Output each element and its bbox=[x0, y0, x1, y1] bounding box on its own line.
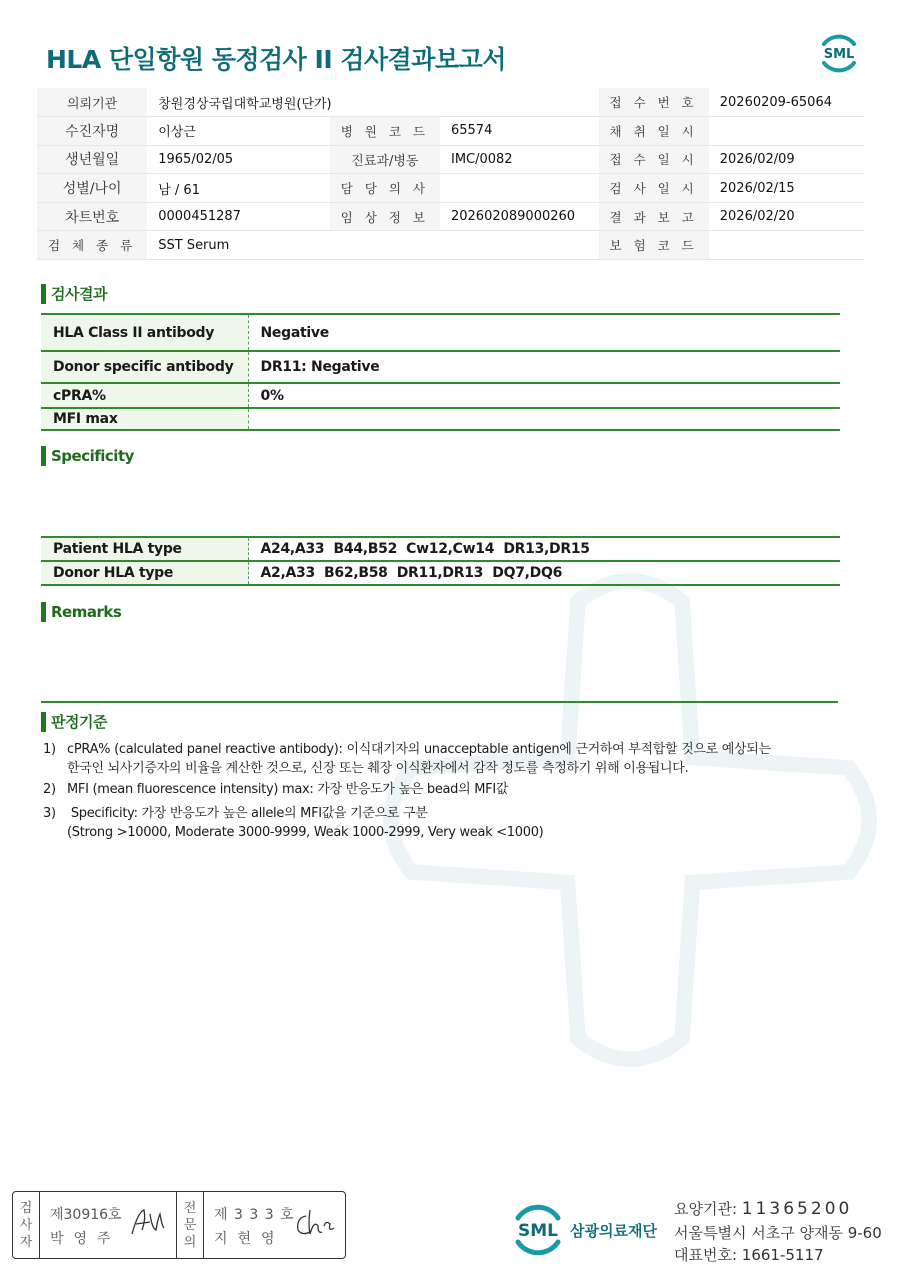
info-row bbox=[37, 88, 864, 117]
phone-line bbox=[674, 1244, 824, 1265]
hospital-code-label: 병 원 코 드 bbox=[330, 117, 440, 146]
dept-value: IMC/0082 bbox=[440, 145, 599, 174]
hla-key: Patient HLA type bbox=[41, 537, 248, 561]
table-row bbox=[41, 561, 840, 585]
criteria-item bbox=[43, 780, 508, 799]
criteria-number: 3) bbox=[43, 806, 56, 821]
examinee-value: 이상근 bbox=[147, 117, 330, 146]
section-remarks-title: Remarks bbox=[41, 602, 121, 622]
hla-type-table bbox=[41, 536, 840, 586]
specimen-label: 검 체 종 류 bbox=[37, 231, 147, 260]
table-row bbox=[41, 537, 840, 561]
sex-age-value: 남 / 61 bbox=[147, 174, 330, 203]
criteria-text-line2: 한국인 뇌사기증자의 비율을 계산한 것으로, 신장 또는 췌장 이식환자에서 감작 정도를 측정하기 위해 이용됩니다. bbox=[67, 761, 689, 776]
result-value bbox=[248, 408, 840, 430]
table-row bbox=[41, 314, 840, 351]
hla-key: Donor HLA type bbox=[41, 561, 248, 585]
birth-label: 생년월일 bbox=[37, 145, 147, 174]
divider bbox=[41, 701, 838, 703]
report-date-label: 결 과 보 고 bbox=[599, 202, 709, 231]
examinee-label: 수진자명 bbox=[37, 117, 147, 146]
logo-text: SML bbox=[823, 47, 855, 62]
receipt-date-value: 2026/02/09 bbox=[709, 145, 864, 174]
criteria-text: MFI (mean fluorescence intensity) max: 가장 반응도가 높은 bead의 MFI값 bbox=[67, 782, 509, 797]
info-row bbox=[37, 202, 864, 231]
receipt-no-label: 접 수 번 호 bbox=[599, 88, 709, 117]
result-value: DR11: Negative bbox=[248, 351, 840, 383]
section-criteria-title: 판정기준 bbox=[41, 712, 107, 732]
specialist-label: 전 문 의 bbox=[177, 1192, 204, 1258]
address-line: 서울특별시 서초구 양재동 9-60 bbox=[674, 1224, 882, 1242]
criteria-number: 2) bbox=[43, 782, 56, 797]
patient-info-table bbox=[37, 88, 864, 260]
agency-label: 요양기관: bbox=[674, 1200, 742, 1218]
test-date-label: 검 사 일 시 bbox=[599, 174, 709, 203]
examiner-cell bbox=[40, 1192, 177, 1258]
examiner-license-no: 제30916호 bbox=[50, 1207, 122, 1223]
insurance-label: 보 험 코 드 bbox=[599, 231, 709, 260]
result-value: 0% bbox=[248, 383, 840, 408]
section-specificity-title: Specificity bbox=[41, 446, 134, 466]
criteria-item bbox=[43, 804, 543, 842]
clinical-value: 202602089000260 bbox=[440, 202, 599, 231]
info-row bbox=[37, 174, 864, 203]
result-key: cPRA% bbox=[41, 383, 248, 408]
doctor-value bbox=[440, 174, 599, 203]
specialist-signature-icon bbox=[292, 1206, 336, 1240]
examiner-label: 검 사 자 bbox=[13, 1192, 40, 1258]
table-row bbox=[41, 383, 840, 408]
sex-age-label: 성별/나이 bbox=[37, 174, 147, 203]
results-table bbox=[41, 313, 840, 431]
chart-no-value: 0000451287 bbox=[147, 202, 330, 231]
hospital-code-value: 65574 bbox=[440, 117, 599, 146]
institution-value: 창원경상국립대학교병원(단가) bbox=[147, 88, 598, 117]
examiner-name: 박영주 bbox=[50, 1231, 121, 1247]
result-value: Negative bbox=[248, 314, 840, 351]
result-key: Donor specific antibody bbox=[41, 351, 248, 383]
agency-number: 11365200 bbox=[741, 1199, 853, 1219]
specialist-cell bbox=[204, 1192, 341, 1258]
examiner-signature-icon bbox=[128, 1206, 168, 1240]
criteria-text: cPRA% (calculated panel reactive antibody): 이식대기자의 unacceptable antigen에 근거하여 부적합할 것으로 예상되는 bbox=[67, 742, 771, 757]
clinical-label: 임 상 정 보 bbox=[330, 202, 440, 231]
footer-logo-text: SML bbox=[518, 1221, 558, 1241]
foundation-name: 삼광의료재단 bbox=[570, 1222, 657, 1240]
criteria-item bbox=[43, 740, 771, 778]
chart-label: 차트번호 bbox=[37, 202, 147, 231]
collect-date-label: 채 취 일 시 bbox=[599, 117, 709, 146]
test-date-value: 2026/02/15 bbox=[709, 174, 864, 203]
report-date-value: 2026/02/20 bbox=[709, 202, 864, 231]
receipt-date-label: 접 수 일 시 bbox=[599, 145, 709, 174]
specialist-name: 지현영 bbox=[214, 1231, 285, 1247]
result-key: MFI max bbox=[41, 408, 248, 430]
receipt-no-value: 20260209-65064 bbox=[709, 88, 864, 117]
criteria-text-line2: (Strong >10000, Moderate 3000-9999, Weak 1000-2999, Very weak <1000) bbox=[67, 825, 544, 840]
sml-logo-icon bbox=[816, 30, 862, 76]
collect-date-value bbox=[709, 117, 864, 146]
criteria-text: Specificity: 가장 반응도가 높은 allele의 MFI값을 기준으로 구분 bbox=[67, 806, 428, 821]
specialist-license-no: 제 3 3 3 호 bbox=[214, 1207, 295, 1223]
birth-value: 1965/02/05 bbox=[147, 145, 330, 174]
result-key: HLA Class II antibody bbox=[41, 314, 248, 351]
phone-label: 대표번호: bbox=[674, 1246, 742, 1264]
table-row bbox=[41, 408, 840, 430]
doctor-label: 담 당 의 사 bbox=[330, 174, 440, 203]
insurance-value bbox=[709, 231, 864, 260]
signature-box bbox=[12, 1191, 346, 1259]
info-row bbox=[37, 145, 864, 174]
info-row bbox=[37, 117, 864, 146]
criteria-number: 1) bbox=[43, 742, 56, 757]
agency-line bbox=[674, 1198, 852, 1219]
specimen-value: SST Serum bbox=[147, 231, 598, 260]
sml-footer-logo-icon bbox=[508, 1202, 568, 1256]
institution-label: 의뢰기관 bbox=[37, 88, 147, 117]
page-title: HLA 단일항원 동정검사 II 검사결과보고서 bbox=[46, 45, 506, 74]
table-row bbox=[41, 351, 840, 383]
info-row bbox=[37, 231, 864, 260]
dept-label: 진료과/병동 bbox=[330, 145, 440, 174]
hla-value: A24,A33 B44,B52 Cw12,Cw14 DR13,DR15 bbox=[248, 537, 840, 561]
phone-number: 1661-5117 bbox=[741, 1246, 824, 1264]
section-results-title: 검사결과 bbox=[41, 284, 107, 304]
hla-value: A2,A33 B62,B58 DR11,DR13 DQ7,DQ6 bbox=[248, 561, 840, 585]
